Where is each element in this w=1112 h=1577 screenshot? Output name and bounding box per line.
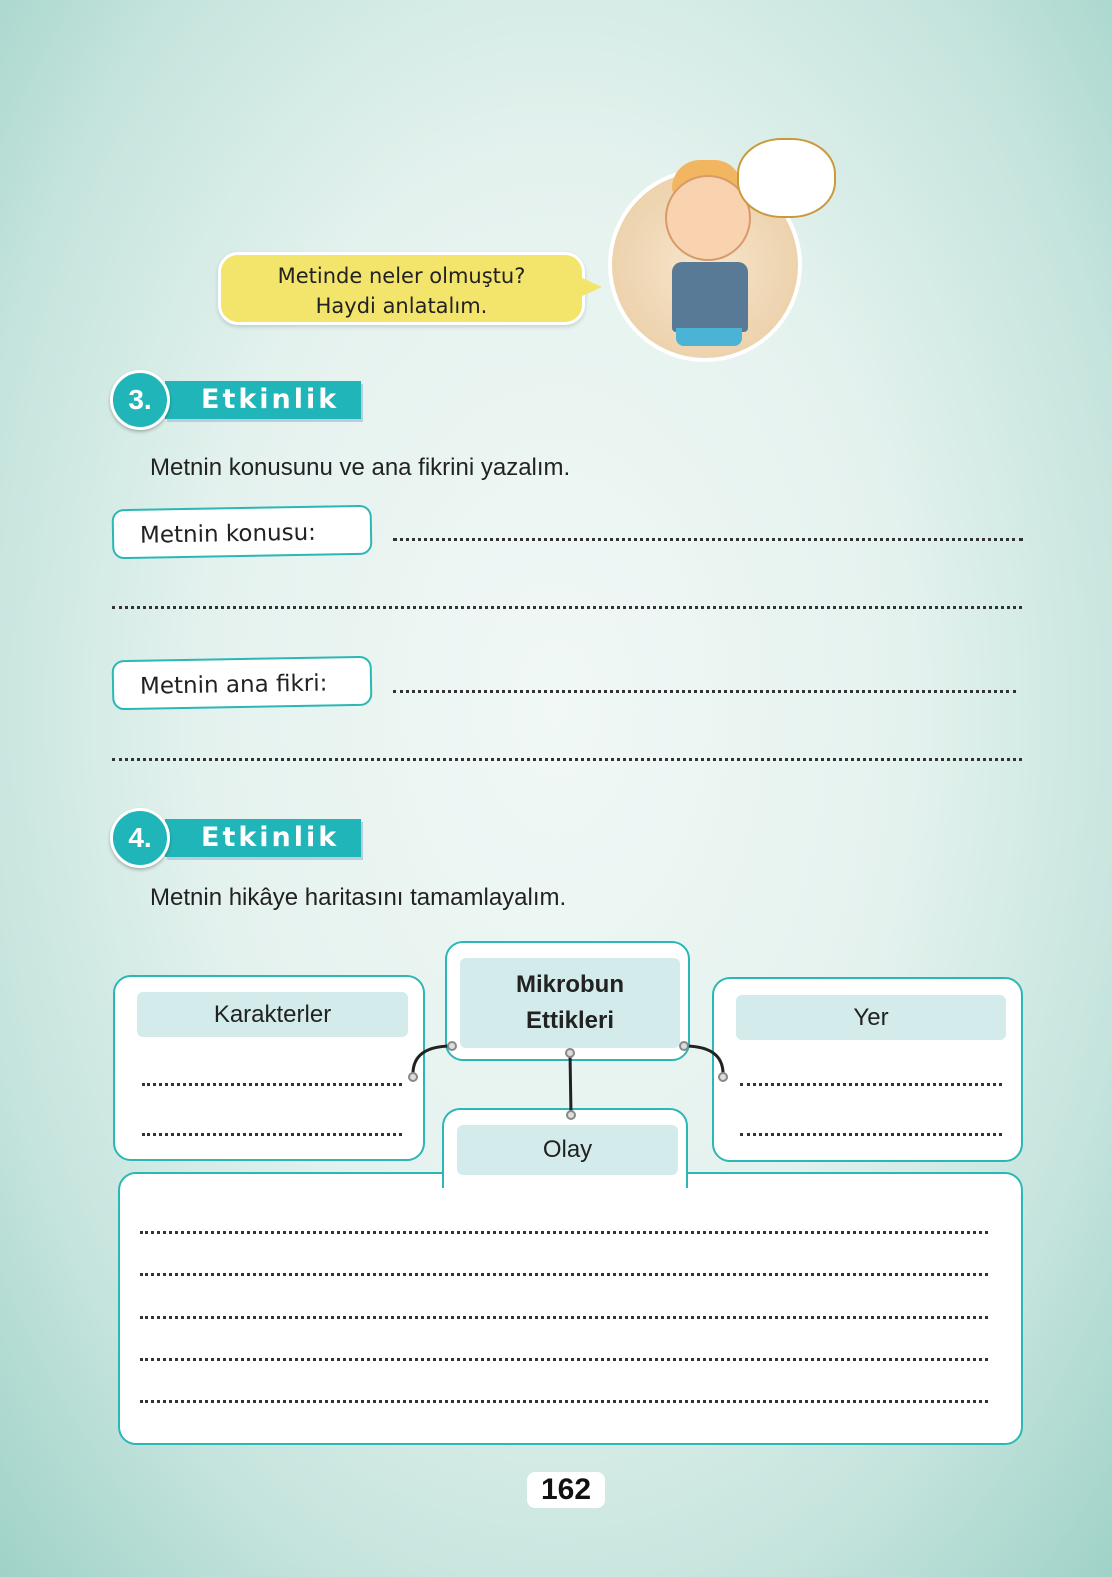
place-header: Yer [736,995,1006,1040]
activity-3-instruction: Metnin konusunu ve ana fikrini yazalım. [150,454,571,481]
pin [409,1073,417,1081]
pin [566,1049,574,1057]
characters-header: Karakterler [137,992,408,1037]
speech-line-2: Haydi anlatalım. [315,294,488,318]
title-line-2: Ettikleri [525,1007,615,1034]
pin [719,1073,727,1081]
activity-3-title: Etkinlik [165,381,361,419]
pin [567,1111,575,1119]
connector-right [684,1046,723,1077]
pin [680,1042,688,1050]
speech-line-1: Metinde neler olmuştu? [277,264,526,288]
connector-down [570,1053,571,1115]
topic-label: Metnin konusu: [112,505,373,560]
activity-4-title: Etkinlik [165,819,361,857]
event-header: Olay [457,1125,678,1175]
activity-4-number: 4. [110,808,170,868]
connector-left [413,1046,452,1077]
activity-3-number: 3. [110,370,170,430]
title-line-1: Mikrobun [516,971,624,998]
page-number: 162 [527,1472,605,1508]
activity-4-instruction: Metnin hikâye haritasını tamamlayalım. [150,884,567,911]
main-idea-label: Metnin ana fikri: [112,656,373,711]
pin [448,1042,456,1050]
